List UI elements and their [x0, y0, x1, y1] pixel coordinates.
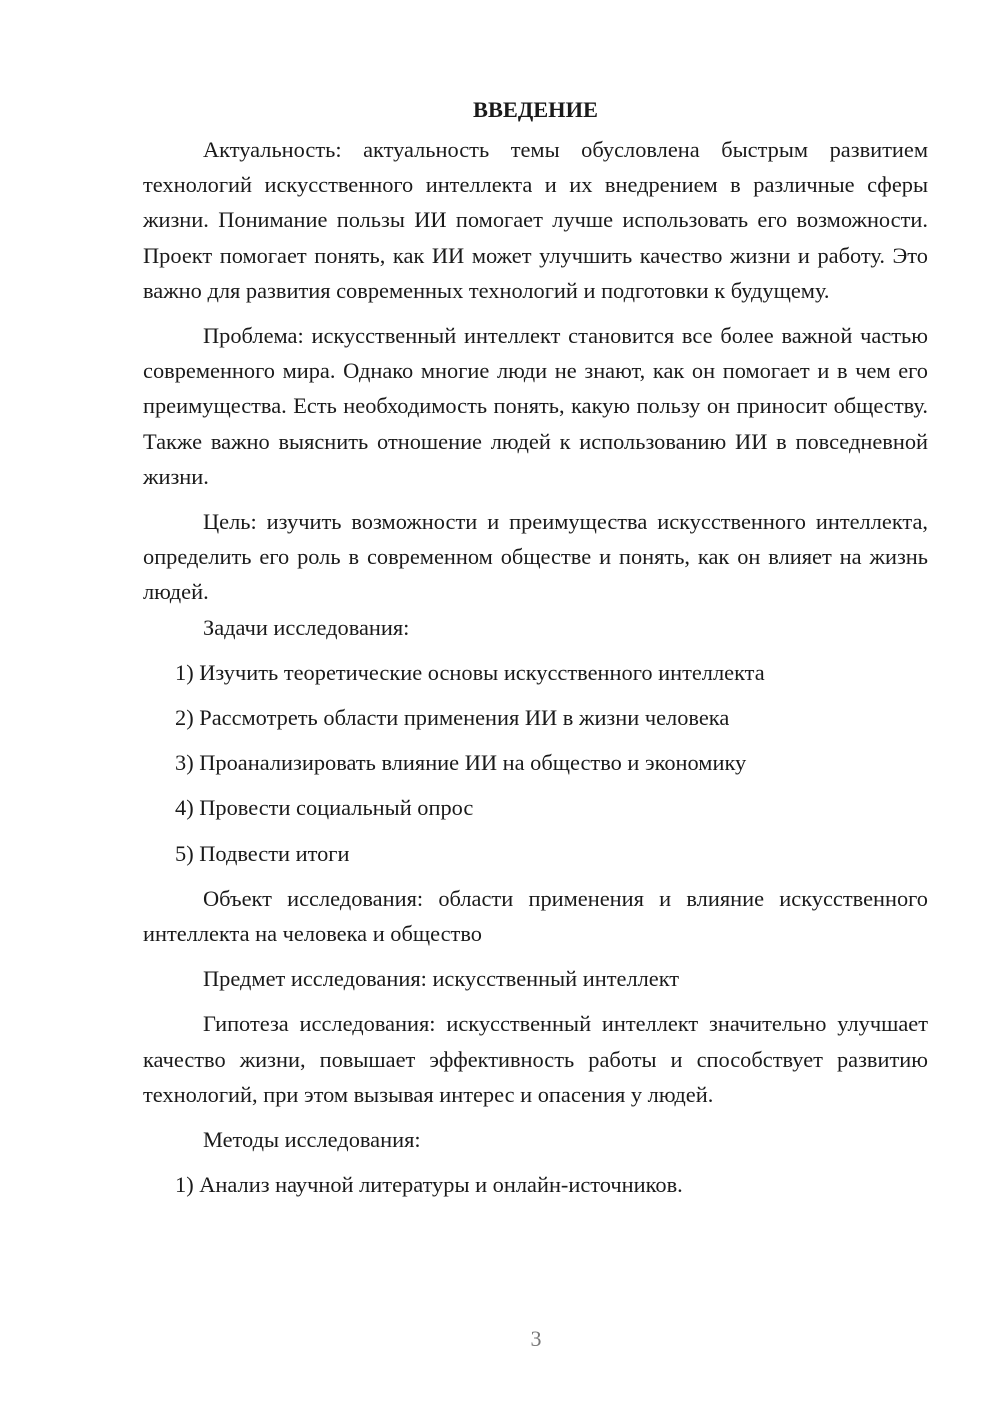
page-number: 3	[530, 1326, 542, 1351]
section-heading: ВВЕДЕНИЕ	[473, 97, 598, 122]
problem-paragraph: Проблема: искусственный интеллект становится все более важной частью современного мира. Однако многие люди не знают, как он помогает и в чем его преимущества. Есть необходимость понять, какую пользу он приносит обществу. Также важно выяснить отношение людей к использованию ИИ в повседневной жизни.	[143, 323, 928, 489]
tasks-title: Задачи исследования:	[203, 614, 410, 640]
list-item: 1) Изучить теоретические основы искусственного интеллекта	[175, 659, 765, 685]
list-item: 1) Анализ научной литературы и онлайн-источников.	[175, 1172, 683, 1198]
methods-list	[143, 1167, 928, 1202]
list-item: 5) Подвести итоги	[175, 840, 350, 866]
subject-paragraph: Предмет исследования: искусственный интеллект	[203, 966, 680, 992]
object-paragraph: Объект исследования: области применения и влияние искусственного интеллекта на человека и общество	[143, 885, 928, 947]
relevance-paragraph: Актуальность: актуальность темы обусловлена быстрым развитием технологий искусственного интеллекта и их внедрением в различные сферы жизни. Понимание пользы ИИ помогает лучше использовать его возможности. Проект помогает понять, как ИИ может улучшить качество жизни и работу. Это важно для развития современных технологий и подготовки к будущему.	[143, 137, 928, 303]
document-page	[143, 92, 928, 1202]
tasks-list	[143, 655, 928, 871]
goal-paragraph: Цель: изучить возможности и преимущества искусственного интеллекта, определить его роль в современном обществе и понять, как он влияет на жизнь людей.	[143, 509, 928, 605]
list-item: 2) Рассмотреть области применения ИИ в жизни человека	[175, 705, 730, 731]
list-item: 3) Проанализировать влияние ИИ на общество и экономику	[175, 750, 747, 776]
list-item: 4) Провести социальный опрос	[175, 795, 474, 821]
methods-title: Методы исследования:	[203, 1127, 421, 1153]
hypothesis-paragraph: Гипотеза исследования: искусственный интеллект значительно улучшает качество жизни, повышает эффективность работы и способствует развитию технологий, при этом вызывая интерес и опасения у людей.	[143, 1011, 928, 1107]
